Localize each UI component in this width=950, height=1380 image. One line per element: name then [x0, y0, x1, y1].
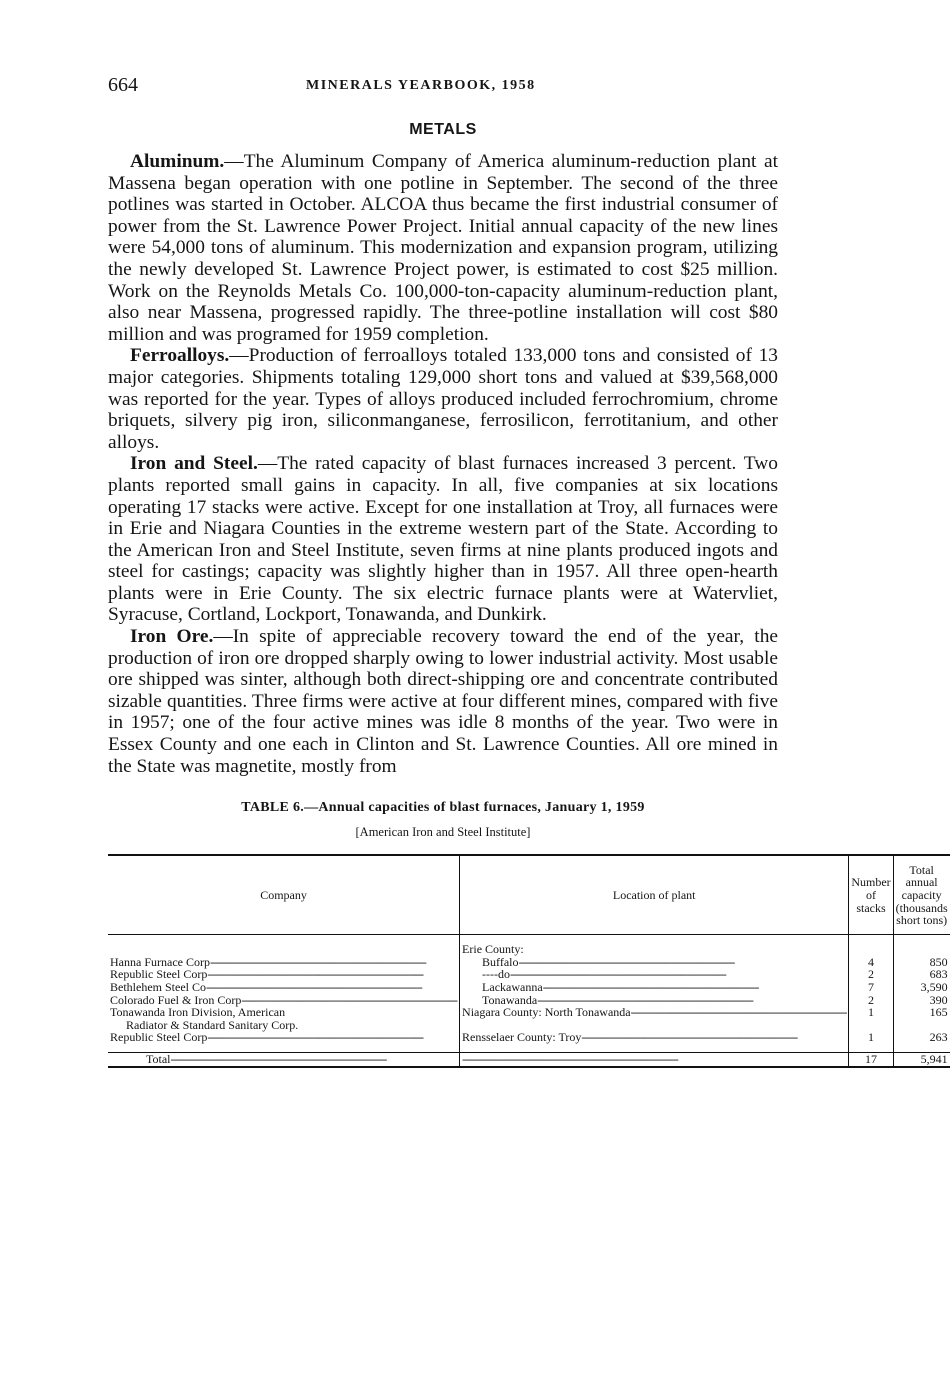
company-cell: Colorado Fuel & Iron Corp ----- [108, 994, 460, 1007]
paragraph-aluminum [108, 151, 778, 345]
header-stacks: Number of stacks [849, 855, 893, 935]
running-title: MINERALS YEARBOOK, 1958 [306, 78, 536, 93]
spacer-row [108, 935, 950, 944]
page-number: 664 [108, 74, 138, 96]
paragraph-text: —Production of ferroalloys totaled 133,000 tons and consisted of 13 major categories. Shipments totaling 129,000 short tons and valued at $39,568,000 was reported for the year. Types of alloys produced included ferrochromium, chrome briquets, silvery pig iron, siliconmanganese, ferrosilicon, ferrotitanium, and other alloys. [108, 345, 778, 453]
company-cell: Bethlehem Steel Co ----- [108, 981, 460, 994]
capacity-cell: 850 [893, 956, 950, 969]
table-title: TABLE 6.—Annual capacities of blast furnaces, January 1, 1959 [241, 800, 645, 816]
capacity-cell: 263 [893, 1031, 950, 1044]
total-stacks: 17 [849, 1052, 893, 1066]
header-capacity: Total annual capacity (thousands short tons) [893, 855, 950, 935]
capacity-cell: 683 [893, 968, 950, 981]
total-location [460, 1052, 849, 1066]
group-label: Erie County: [460, 943, 849, 956]
table-row [108, 1006, 950, 1031]
paragraph-text: —The Aluminum Company of America aluminum-reduction plant at Massena began operation with one potline in September. The second of the three potlines was started in October. ALCOA thus became the first industrial consumer of power from the St. Lawrence Power Project. Initial annual capacity of the new lines were 54,000 tons of aluminum. This modernization and expansion program, utilizing the newly developed St. Lawrence Project power, is estimated to cost $25 million. Work on the Reynolds Metals Co. 100,000-ton-capacity aluminum-reduction plant, also near Massena, progressed rapidly. The three-potline installation will cost $80 million and was programed for 1959 completion. [108, 151, 778, 345]
paragraph-lead: Aluminum. [130, 151, 225, 172]
location-cell: Tonawanda ----- [460, 994, 849, 1007]
company-cell: Republic Steel Corp ----- [108, 968, 460, 981]
capacity-cell: 3,590 [893, 981, 950, 994]
table-total-row [108, 1052, 950, 1066]
stacks-cell: 2 [849, 968, 893, 981]
header-location: Location of plant [460, 855, 849, 935]
location-cell: Rensselaer County: Troy ----- [460, 1031, 849, 1044]
paragraph-iron-and-steel [108, 453, 778, 626]
page [108, 74, 948, 1068]
paragraph-lead: Iron and Steel. [130, 453, 258, 475]
location-cell: Niagara County: North Tonawanda ----- [460, 1006, 849, 1031]
total-capacity: 5,941 [893, 1052, 950, 1066]
table-row [108, 1031, 950, 1044]
stacks-cell: 2 [849, 994, 893, 1007]
company-cell: Hanna Furnace Corp ----- [108, 956, 460, 969]
paragraph-ferroalloys [108, 345, 778, 453]
paragraph-text: —The rated capacity of blast furnaces increased 3 percent. Two plants reported small gains in capacity. In all, five companies at six locations operating 17 stacks were active. Except for one installation at Troy, all furnaces were in Erie and Niagara Counties in the extreme western part of the State. According to the American Iron and Steel Institute, seven firms at nine plants produced ingots and steel for castings; capacity was slightly higher than in 1957. All three open-hearth plants were in Erie County. The six electric furnace plants were at Watervliet, Syracuse, Cortland, Lockport, Tonawanda, and Dunkirk. [108, 453, 778, 626]
header-company: Company [260, 887, 307, 902]
table-source: [American Iron and Steel Institute] [355, 825, 531, 840]
section-title: METALS [409, 121, 477, 138]
capacity-cell: 165 [893, 1006, 950, 1031]
paragraph-lead: Iron Ore. [130, 626, 214, 648]
location-cell: Lackawanna ----- [460, 981, 849, 994]
stacks-cell: 7 [849, 981, 893, 994]
location-cell: ----do ----- [460, 968, 849, 981]
location-cell: Buffalo ----- [460, 956, 849, 969]
stacks-cell: 4 [849, 956, 893, 969]
paragraph-text: —In spite of appreciable recovery toward the end of the year, the production of iron ore dropped sharply owing to lower industrial activity. Most usable ore shipped was sinter, although both direct-shipping ore and concentrate contributed sizable quantities. Three firms were active at four different mines, compared with five in 1957; one of the four active mines was idle 8 months of the year. Two were in Essex County and one each in Clinton and St. Lawrence Counties. All ore mined in the State was magnetite, mostly from [108, 626, 778, 777]
capacity-cell: 390 [893, 994, 950, 1007]
running-head [108, 74, 778, 104]
blast-furnace-table [108, 854, 950, 1067]
stacks-cell: 1 [849, 1006, 893, 1031]
table-group-row [108, 943, 950, 956]
paragraph-iron-ore [108, 626, 778, 777]
company-cell: Tonawanda Iron Division, American Radiator & Standard Sanitary Corp. [110, 1005, 299, 1032]
paragraph-lead: Ferroalloys. [130, 345, 230, 367]
table-header-row [108, 855, 950, 935]
company-cell: Republic Steel Corp ----- [108, 1031, 460, 1044]
stacks-cell: 1 [849, 1031, 893, 1044]
total-label: Total ----- [108, 1052, 460, 1066]
